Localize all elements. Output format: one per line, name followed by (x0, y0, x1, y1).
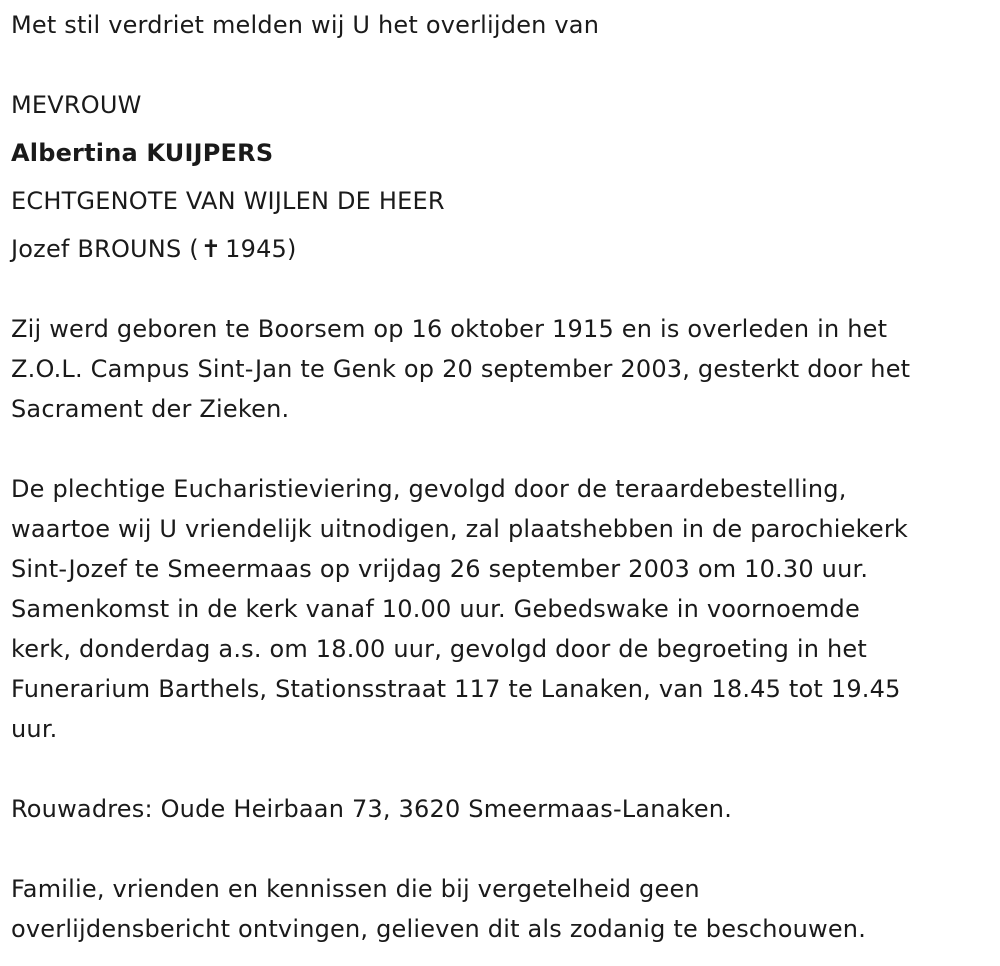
ceremony-paragraph-line: De plechtige Eucharistieviering, gevolgd door de teraardebestelling, (11, 475, 847, 503)
mourning-address: Rouwadres: Oude Heirbaan 73, 3620 Smeermaas-Lanaken. (11, 795, 733, 823)
spouse-intro: ECHTGENOTE VAN WIJLEN DE HEER (11, 187, 445, 215)
ceremony-paragraph-line: kerk, donderdag a.s. om 18.00 uur, gevolgd door de begroeting in het (11, 635, 867, 663)
birth-paragraph-line: Z.O.L. Campus Sint-Jan te Genk op 20 september 2003, gesterkt door het (11, 355, 911, 383)
cross-icon: ✝ (200, 235, 222, 263)
closing-paragraph-line: overlijdensbericht ontvingen, gelieven dit als zodanig te beschouwen. (11, 915, 867, 943)
honorific: MEVROUW (11, 91, 142, 119)
close-paren: ) (287, 235, 297, 263)
ceremony-paragraph-line: Funerarium Barthels, Stationsstraat 117 te Lanaken, van 18.45 tot 19.45 (11, 675, 901, 703)
closing-paragraph-line: Familie, vrienden en kennissen die bij vergetelheid geen (11, 875, 700, 903)
ceremony-paragraph-line: uur. (11, 715, 58, 743)
ceremony-paragraph-line: waartoe wij U vriendelijk uitnodigen, zal plaatshebben in de parochiekerk (11, 515, 908, 543)
deceased-name: Albertina KUIJPERS (11, 139, 274, 167)
ceremony-paragraph-line: Sint-Jozef te Smeermaas op vrijdag 26 september 2003 om 10.30 uur. (11, 555, 869, 583)
open-paren: ( (189, 235, 199, 263)
ceremony-paragraph-line: Samenkomst in de kerk vanaf 10.00 uur. Gebedswake in voornoemde (11, 595, 860, 623)
spouse-line (11, 229, 297, 269)
spouse-death-year: 1945 (225, 235, 288, 263)
intro-line: Met stil verdriet melden wij U het overlijden van (11, 11, 600, 39)
spouse-name: Jozef BROUNS (11, 235, 182, 263)
birth-paragraph-line: Zij werd geboren te Boorsem op 16 oktober 1915 en is overleden in het (11, 315, 888, 343)
birth-paragraph-line: Sacrament der Zieken. (11, 395, 290, 423)
